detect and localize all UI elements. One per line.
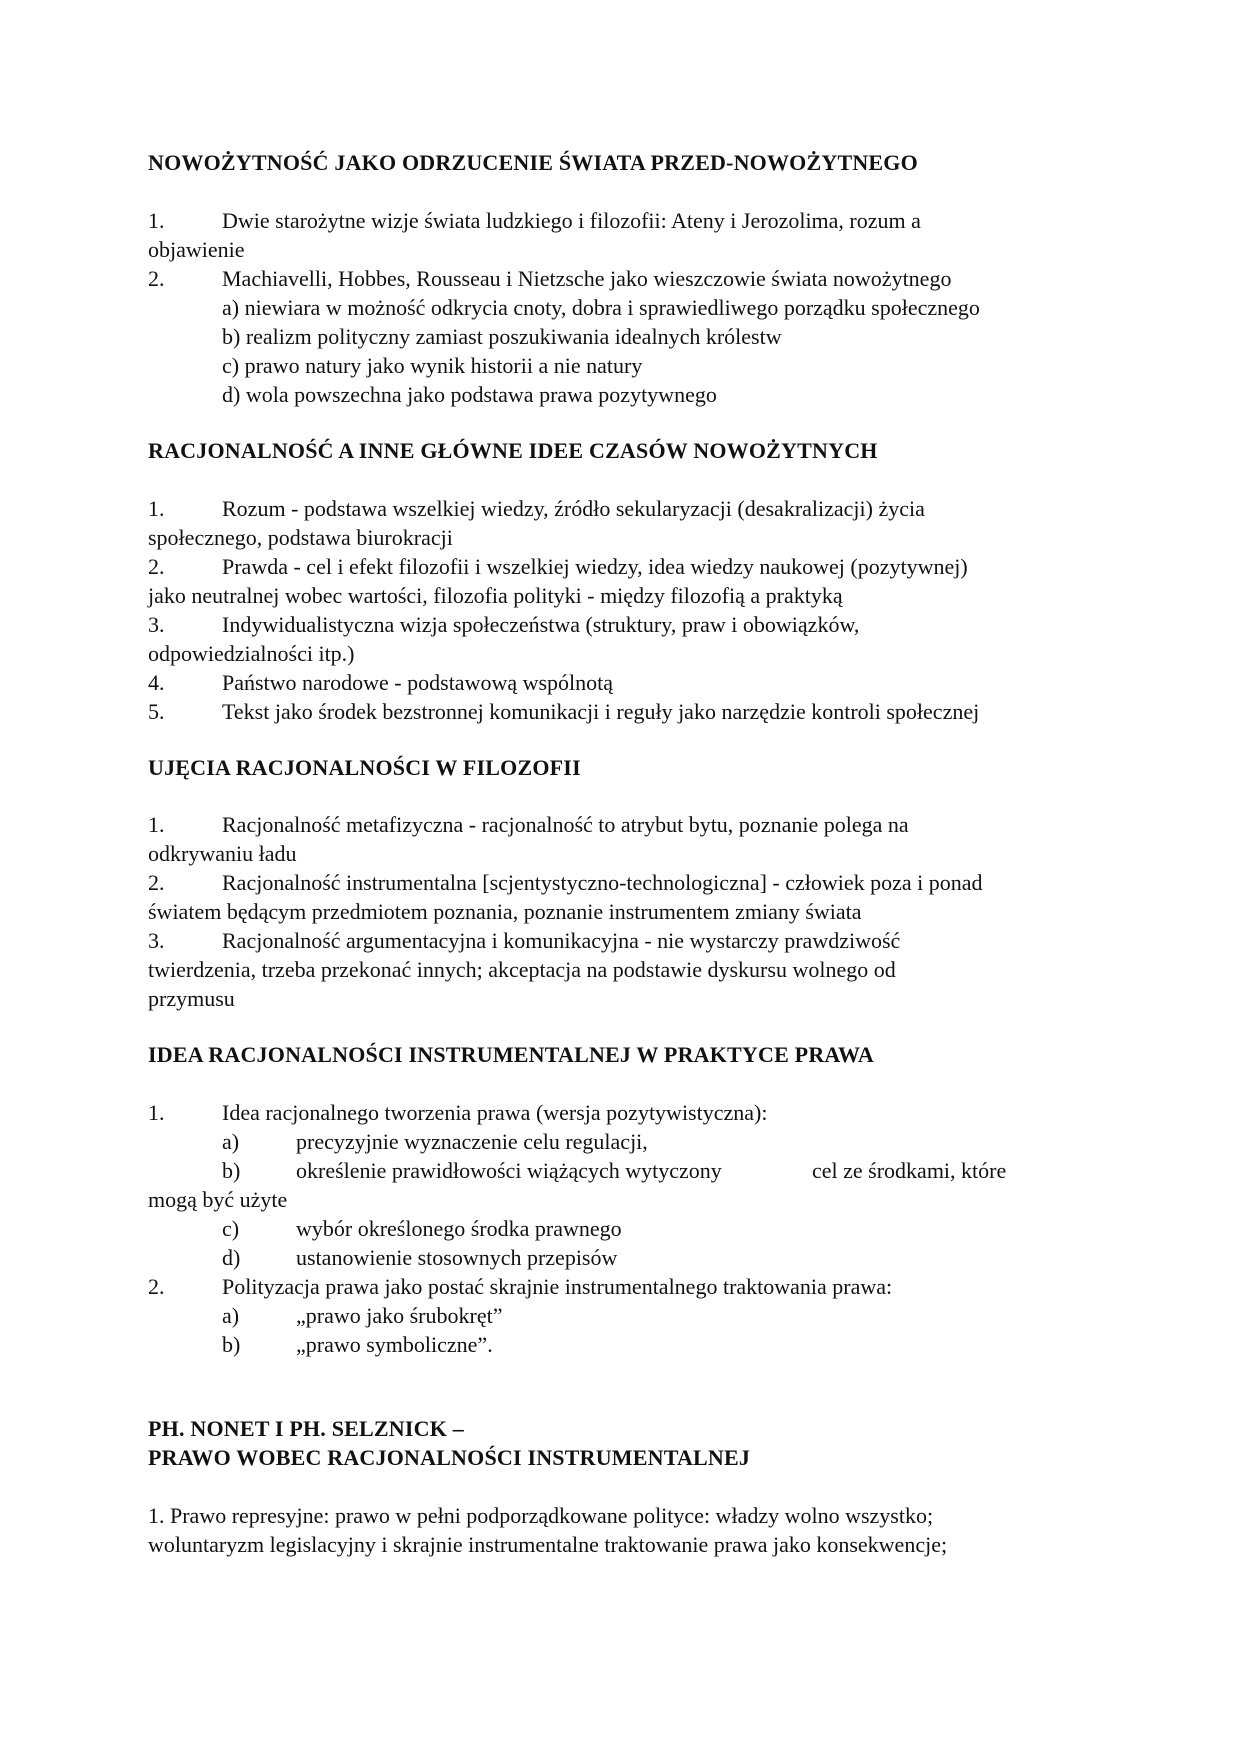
section-heading: NOWOŻYTNOŚĆ JAKO ODRZUCENIE ŚWIATA PRZED-NOWOŻYTNEGO xyxy=(148,150,918,175)
paragraph-line: woluntaryzm legislacyjny i skrajnie instrumentalne traktowanie prawa jako konsekwencje; xyxy=(148,1532,948,1557)
list-text: Indywidualistyczna wizja społeczeństwa (struktury, praw i obowiązków, xyxy=(222,612,860,637)
sub-list-text: określenie prawidłowości wiążących wytyczony xyxy=(296,1158,722,1183)
section-heading: PH. NONET I PH. SELZNICK – xyxy=(148,1416,464,1441)
list-item-continuation: odpowiedzialności itp.) xyxy=(148,641,355,666)
sub-list-text: wybór określonego środka prawnego xyxy=(296,1216,622,1241)
list-number: 1. xyxy=(148,812,165,837)
sub-list-text: precyzyjnie wyznaczenie celu regulacji, xyxy=(296,1129,648,1154)
section-heading-line2: PRAWO WOBEC RACJONALNOŚCI INSTRUMENTALNEJ xyxy=(148,1445,751,1470)
list-number: 1. xyxy=(148,208,165,233)
list-text: Machiavelli, Hobbes, Rousseau i Nietzsche jako wieszczowie świata nowożytnego xyxy=(222,266,952,291)
section-heading: UJĘCIA RACJONALNOŚCI W FILOZOFII xyxy=(148,755,581,780)
list-item-continuation: przymusu xyxy=(148,986,235,1011)
sub-list-text-tail: cel ze środkami, które xyxy=(812,1158,1007,1183)
list-item-continuation: twierdzenia, trzeba przekonać innych; akceptacja na podstawie dyskursu wolnego od xyxy=(148,957,896,982)
list-number: 1. xyxy=(148,496,165,521)
sub-list-letter: a) xyxy=(222,1303,240,1328)
list-item-continuation: społecznego, podstawa biurokracji xyxy=(148,525,453,550)
list-text: Tekst jako środek bezstronnej komunikacji i reguły jako narzędzie kontroli społecznej xyxy=(222,699,980,724)
sub-list-text: ustanowienie stosownych przepisów xyxy=(296,1245,618,1270)
paragraph-line: 1. Prawo represyjne: prawo w pełni podporządkowane polityce: władzy wolno wszystko; xyxy=(148,1503,934,1528)
sub-list-item: d) wola powszechna jako podstawa prawa pozytywnego xyxy=(222,382,717,407)
section-heading: IDEA RACJONALNOŚCI INSTRUMENTALNEJ W PRAKTYCE PRAWA xyxy=(148,1042,874,1067)
list-text: Dwie starożytne wizje świata ludzkiego i filozofii: Ateny i Jerozolima, rozum a xyxy=(222,208,921,233)
list-text: Racjonalność instrumentalna [scjentystyczno-technologiczna] - człowiek poza i ponad xyxy=(222,870,983,895)
section-heading: RACJONALNOŚĆ A INNE GŁÓWNE IDEE CZASÓW NOWOŻYTNYCH xyxy=(148,438,878,463)
list-number: 4. xyxy=(148,670,165,695)
sub-list-item: a) niewiara w możność odkrycia cnoty, dobra i sprawiedliwego porządku społecznego xyxy=(222,295,980,320)
list-text: Prawda - cel i efekt filozofii i wszelkiej wiedzy, idea wiedzy naukowej (pozytywnej) xyxy=(222,554,968,579)
list-item-continuation: jako neutralnej wobec wartości, filozofia polityki - między filozofią a praktyką xyxy=(148,583,843,608)
list-number: 5. xyxy=(148,699,165,724)
list-number: 3. xyxy=(148,928,165,953)
list-item-continuation: odkrywaniu ładu xyxy=(148,841,297,866)
list-text: Polityzacja prawa jako postać skrajnie instrumentalnego traktowania prawa: xyxy=(222,1274,893,1299)
list-text: Racjonalność argumentacyjna i komunikacyjna - nie wystarczy prawdziwość xyxy=(222,928,901,953)
list-number: 2. xyxy=(148,266,165,291)
list-number: 3. xyxy=(148,612,165,637)
list-number: 2. xyxy=(148,554,165,579)
list-number: 2. xyxy=(148,1274,165,1299)
sub-list-text: „prawo symboliczne”. xyxy=(296,1332,493,1357)
sub-list-letter: b) xyxy=(222,1332,241,1357)
list-text: Idea racjonalnego tworzenia prawa (wersja pozytywistyczna): xyxy=(222,1100,768,1125)
sub-list-item: b) realizm polityczny zamiast poszukiwania idealnych królestw xyxy=(222,324,782,349)
list-item-continuation: światem będącym przedmiotem poznania, poznanie instrumentem zmiany świata xyxy=(148,899,862,924)
list-number: 1. xyxy=(148,1100,165,1125)
list-item-continuation: objawienie xyxy=(148,237,245,262)
sub-list-letter: c) xyxy=(222,1216,240,1241)
sub-list-letter: b) xyxy=(222,1158,241,1183)
list-text: Racjonalność metafizyczna - racjonalność to atrybut bytu, poznanie polega na xyxy=(222,812,909,837)
list-text: Państwo narodowe - podstawową wspólnotą xyxy=(222,670,614,695)
list-text: Rozum - podstawa wszelkiej wiedzy, źródło sekularyzacji (desakralizacji) życia xyxy=(222,496,925,521)
sub-list-continuation: mogą być użyte xyxy=(148,1187,288,1212)
sub-list-letter: d) xyxy=(222,1245,241,1270)
sub-list-letter: a) xyxy=(222,1129,240,1154)
sub-list-text: „prawo jako śrubokręt” xyxy=(296,1303,503,1328)
sub-list-item: c) prawo natury jako wynik historii a nie natury xyxy=(222,353,643,378)
list-number: 2. xyxy=(148,870,165,895)
